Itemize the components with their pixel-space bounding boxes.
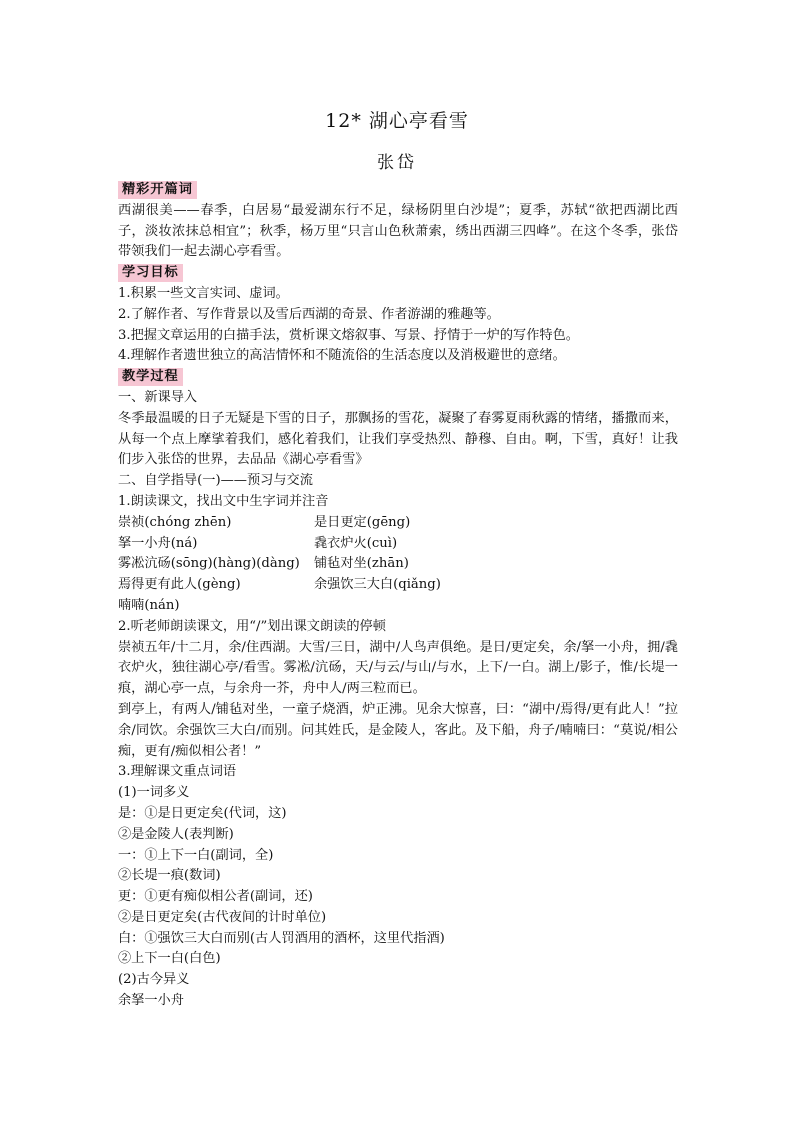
reading-paragraph-1: 崇祯五年/十二月，余/住西湖。大雪/三日，湖中/人鸟声俱绝。是日/更定矣，余/拏一小舟，拥/毳衣炉火，独往湖心亭/看雪。雾凇/沆砀，天/与云/与山/与水，上下/一白。湖上/影子，惟/长堤一痕，湖心亭一点，与余舟一芥，舟中人/两三粒而已。 [118, 639, 678, 697]
goal-item: 2.了解作者、写作背景以及雪后西湖的奇景、作者游湖的雅趣等。 [118, 306, 500, 322]
phonetic-row [118, 513, 678, 534]
step1-heading: 1.朗读课文，找出文中生字词并注音 [118, 493, 329, 509]
part1-paragraph: 冬季最温暖的日子无疑是下雪的日子，那飘扬的雪花，凝聚了春雾夏雨秋露的情绪，播撒而来，从每一个点上摩挲着我们，感化着我们，让我们享受热烈、静穆、自由。啊，下雪，真好！让我们步入张岱的世界，去品品《湖心亭看雪》 [118, 410, 678, 468]
section-tag-intro: 精彩开篇词 [118, 181, 197, 199]
polysemy-item: ②长堤一痕(数词) [118, 868, 221, 884]
phonetic-item: 拏一小舟(ná) [118, 535, 198, 551]
goal-item: 3.把握文章运用的白描手法，赏析课文熔叙事、写景、抒情于一炉的写作特色。 [118, 327, 579, 343]
author-name: 张岱 [377, 153, 417, 173]
phonetic-row [118, 554, 678, 575]
polysemy-item: ②是日更定矣(古代夜间的计时单位) [118, 909, 327, 925]
polysemy-item: 一：①上下一白(副词，全) [118, 847, 274, 863]
section-tag-goals: 学习目标 [118, 264, 183, 282]
goal-item: 1.积累一些文言实词、虚词。 [118, 285, 289, 301]
section-tag-process: 教学过程 [118, 368, 183, 386]
phonetic-item: 毳衣炉火(cuì) [314, 535, 398, 551]
phonetic-item: 喃喃(nán) [118, 597, 180, 613]
polysemy-item: 更：①更有痴似相公者(副词，还) [118, 889, 313, 905]
polysemy-item: 白：①强饮三大白而别(古人罚酒用的酒杯，这里代指酒) [118, 930, 445, 946]
phonetic-item: 焉得更有此人(gèng) [118, 577, 241, 593]
ancient-modern-heading: (2)古今异义 [118, 972, 190, 988]
phonetic-item: 崇祯(chóng zhēn) [118, 514, 232, 530]
phonetic-item: 铺毡对坐(zhān) [314, 556, 409, 572]
polysemy-heading: (1)一词多义 [118, 785, 190, 801]
phonetic-row [118, 534, 678, 555]
polysemy-item: 是：①是日更定矣(代词，这) [118, 805, 287, 821]
phonetic-item: 余强饮三大白(qiǎng) [314, 577, 441, 593]
part2-heading: 二、自学指导(一)——预习与交流 [118, 473, 313, 489]
reading-paragraph-2: 到亭上，有两人/铺毡对坐，一童子烧酒，炉正沸。见余大惊喜，曰：“湖中/焉得/更有此人！”拉余/同饮。余强饮三大白/而别。问其姓氏，是金陵人，客此。及下船，舟子/喃喃曰：“莫说/相公痴，更有/痴似相公者！” [118, 701, 678, 759]
lesson-title: 12* 湖心亭看雪 [325, 110, 469, 132]
step2-heading: 2.听老师朗读课文，用“/”划出课文朗读的停顿 [118, 618, 386, 634]
polysemy-item: ②是金陵人(表判断) [118, 826, 234, 842]
goal-item: 4.理解作者遗世独立的高洁情怀和不随流俗的生活态度以及消极避世的意绪。 [118, 348, 566, 364]
phonetic-item: 雾凇沆砀(sōng)(hàng)(dàng) [118, 556, 300, 572]
phonetic-item: 是日更定(gēng) [314, 514, 411, 530]
polysemy-item: ②上下一白(白色) [118, 951, 221, 967]
part1-heading: 一、新课导入 [118, 389, 198, 405]
phonetic-row [118, 575, 678, 596]
step3-heading: 3.理解课文重点词语 [118, 764, 237, 780]
ancient-modern-item: 余拏一小舟 [118, 993, 184, 1009]
document-body [118, 180, 678, 1012]
intro-paragraph: 西湖很美——春季，白居易“最爱湖东行不足，绿杨阴里白沙堤”；夏季，苏轼“欲把西湖比西子，淡妆浓抹总相宜”；秋季，杨万里“只言山色秋萧索，绣出西湖三四峰”。在这个冬季，张岱带领我们一起去湖心亭看雪。 [118, 202, 678, 260]
